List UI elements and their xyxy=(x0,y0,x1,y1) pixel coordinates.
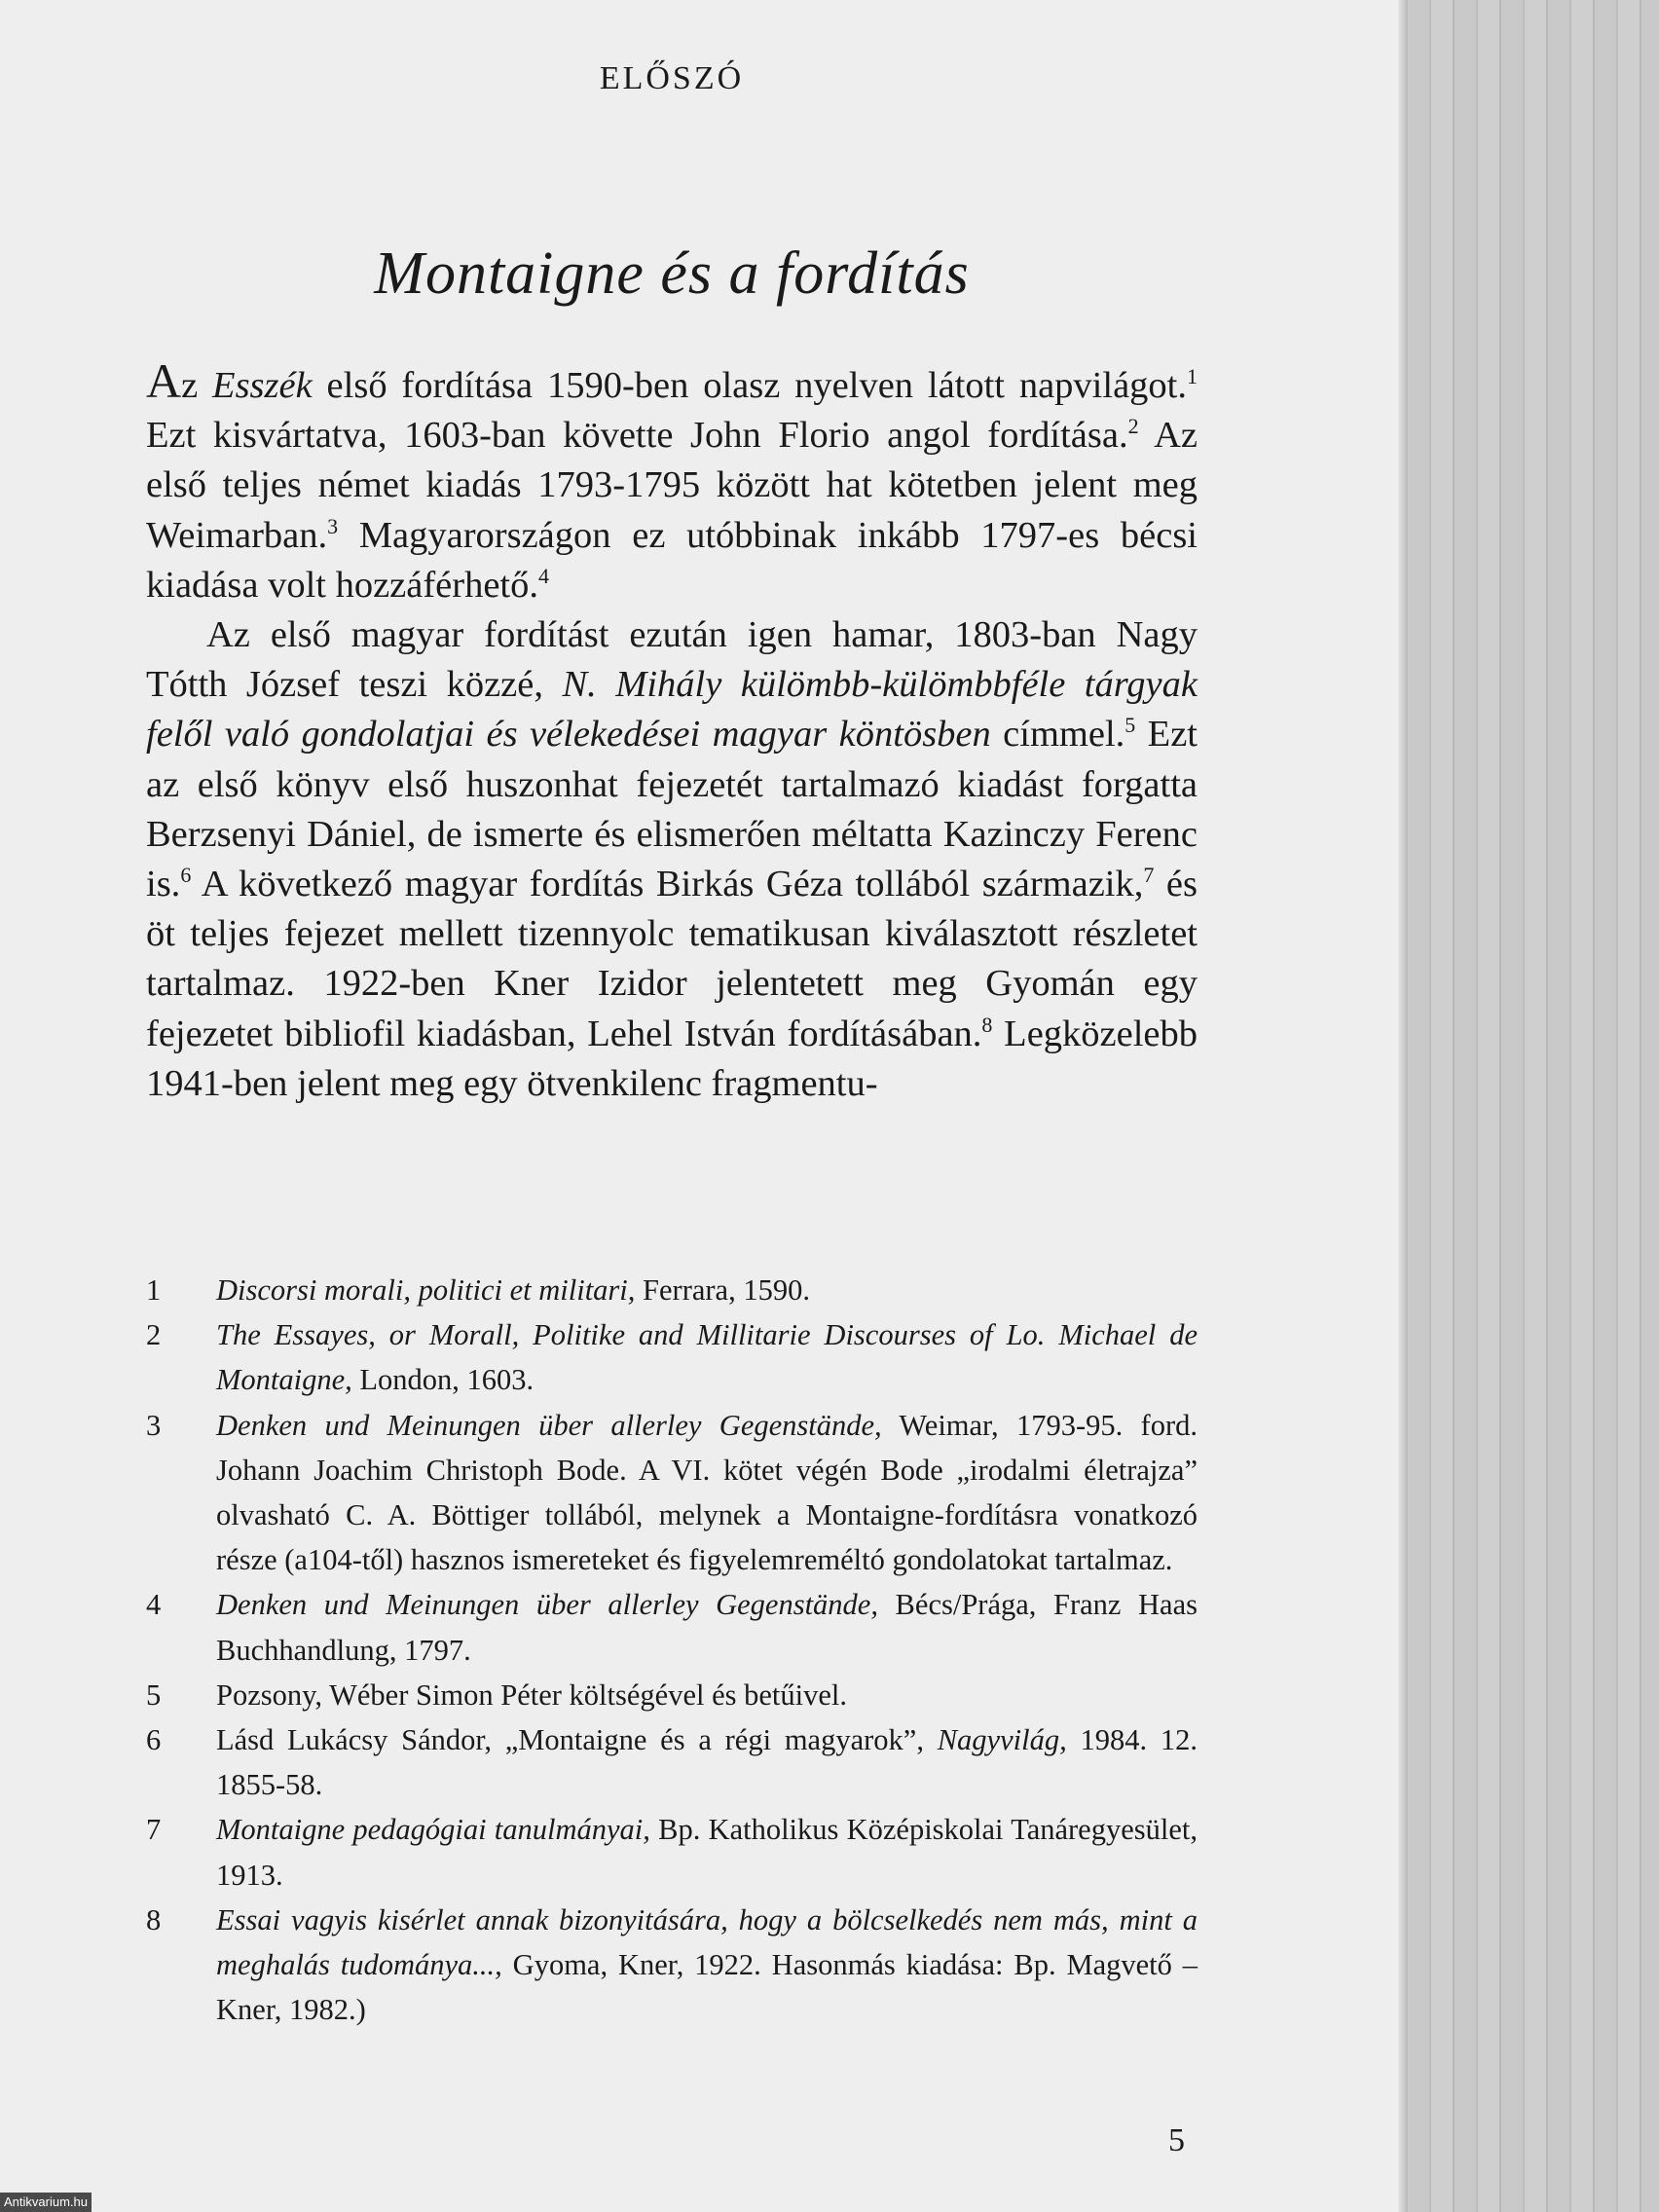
drop-cap: A xyxy=(146,353,182,408)
book-title-nagy-totth: N. Mihály külömbb-külömbbféle tárgyak felől való gondolatjai és vélekedései magyar köntösben xyxy=(146,664,1198,756)
footnote-number: 7 xyxy=(146,1813,162,1847)
footnote-details: Bécs/Prága, Franz Haas Buchhandlung, 1797. xyxy=(216,1588,1198,1667)
footnote-title: Nagyvilág, xyxy=(937,1723,1067,1757)
footnote-number: 3 xyxy=(146,1408,162,1442)
footnote-details: Ferrara, 1590. xyxy=(635,1273,810,1307)
footnote-details: London, 1603. xyxy=(351,1363,535,1397)
footnote xyxy=(146,1717,1198,1807)
footnote-ref-2: 2 xyxy=(1127,414,1139,439)
footnote-title: Montaigne pedagógiai tanulmányai, xyxy=(216,1813,650,1847)
footnote xyxy=(146,1898,1198,2033)
footnote xyxy=(146,1673,1198,1717)
footnote-ref-7: 7 xyxy=(1143,863,1155,888)
text-run: és öt teljes fejezet mellett tizennyolc tematikusan kiválasztott részletet tartalmaz. 1922-ben Kner Izidor jelentetett meg Gyomán egy fejezetet bibliofil kiadásban, Lehel István fordításában. xyxy=(146,864,1198,1054)
footnote-number: 6 xyxy=(146,1723,162,1757)
footnote-lead: Lásd Lukácsy Sándor, „Montaigne és a régi magyarok”, xyxy=(216,1723,938,1757)
footnote-text xyxy=(216,1312,1198,1402)
footnote-ref-3: 3 xyxy=(327,513,339,538)
footnote-details: Weimar, 1793-95. ford. Johann Joachim Christoph Bode. A VI. kötet végén Bode „irodalmi életrajza” olvasható C. A. Böttiger tollából, melynek a Montaigne-fordításra vonatkozó része (a104-től) hasznos ismereteket és figyelemreméltó gondolatokat tartalmaz. xyxy=(216,1408,1198,1577)
footnote-details: Bp. Katholikus Középiskolai Tanáregyesület, 1913. xyxy=(216,1813,1198,1892)
footnote-number: 1 xyxy=(146,1273,162,1307)
footnote-number: 5 xyxy=(146,1677,162,1712)
footnote-text xyxy=(216,1582,1198,1672)
footnote-title: Discorsi morali, politici et militari, xyxy=(216,1273,636,1307)
footnote xyxy=(146,1807,1198,1897)
text-run: címmel. xyxy=(990,714,1125,756)
footnote-ref-5: 5 xyxy=(1124,713,1136,738)
footnote-ref-8: 8 xyxy=(981,1012,993,1037)
book-title-esszek: Esszék xyxy=(212,365,313,406)
paragraph-1 xyxy=(146,353,1198,610)
running-head: ELŐSZÓ xyxy=(599,60,745,96)
chapter-title: Montaigne és a fordítás xyxy=(374,240,970,307)
footnote-text xyxy=(216,1717,1198,1807)
footnote-details: 1984. 12. 1855-58. xyxy=(216,1723,1198,1802)
text-run: Legközelebb 1941-ben jelent meg egy ötvenkilenc fragmentu- xyxy=(146,1013,1198,1104)
footnote xyxy=(146,1268,1198,1312)
footnote-details: Gyoma, Kner, 1922. Hasonmás kiadása: Bp. Magvető – Kner, 1982.) xyxy=(216,1948,1198,2027)
footnote-title: Denken und Meinungen über allerley Gegenstände, xyxy=(216,1408,882,1442)
text-run: Ezt kisvártatva, 1603-ban követte John Florio angol fordítása. xyxy=(146,415,1128,457)
footnote-text xyxy=(216,1898,1198,2033)
footnote-title: The Essayes, or Morall, Politike and Millitarie Discourses of Lo. Michael de Montaigne, xyxy=(216,1318,1198,1397)
text-run: Az első magyar fordítást ezután igen hamar, 1803-ban Nagy Tótth József teszi közzé, xyxy=(146,614,1198,706)
text-run: Ezt az első könyv első huszonhat fejezetét tartalmazó kiadást forgatta Berzsenyi Dániel, de ismerte és elismerően méltatta Kazinczy Ferenc is. xyxy=(146,714,1198,905)
background-wall xyxy=(1408,0,1659,2212)
text-run: Magyarországon ez utóbbinak inkább 1797-es bécsi kiadása volt hozzáférhető. xyxy=(146,514,1198,606)
footnote xyxy=(146,1582,1198,1672)
footnote-number: 4 xyxy=(146,1588,162,1622)
footnote-ref-6: 6 xyxy=(180,863,192,888)
text-run: A következő magyar fordítás Birkás Géza tollából származik, xyxy=(191,864,1144,905)
footnote-text xyxy=(216,1807,1198,1897)
footnote-title: Essai vagyis kisérlet annak bizonyitására, hogy a bölcselkedés nem más, mint a meghalás tudománya..., xyxy=(216,1902,1198,1982)
text-run: Az első teljes német kiadás 1793-1795 között hat kötetben jelent meg Weimarban. xyxy=(146,415,1198,556)
footnote-number: 8 xyxy=(146,1902,162,1936)
footnote-text xyxy=(216,1403,1198,1583)
footnote-title: Denken und Meinungen über allerley Gegenstände, xyxy=(216,1588,878,1622)
footnote-text xyxy=(216,1268,1198,1312)
watermark: Antikvarium.hu xyxy=(0,2193,92,2212)
footnote-ref-4: 4 xyxy=(538,563,549,588)
footnote-text xyxy=(216,1673,1198,1717)
footnotes xyxy=(146,1268,1198,2032)
text-run: első fordítása 1590-ben olasz nyelven látott napvilágot. xyxy=(312,365,1187,406)
text-run: z xyxy=(181,365,213,406)
footnote xyxy=(146,1403,1198,1583)
body-text xyxy=(146,353,1198,1109)
paragraph-2 xyxy=(146,610,1198,1109)
footnote-ref-1: 1 xyxy=(1187,364,1198,389)
footnote-details: Pozsony, Wéber Simon Péter költségével és betűivel. xyxy=(216,1677,847,1712)
footnote-number: 2 xyxy=(146,1318,162,1352)
footnote xyxy=(146,1312,1198,1402)
page-number: 5 xyxy=(1168,2122,1185,2158)
